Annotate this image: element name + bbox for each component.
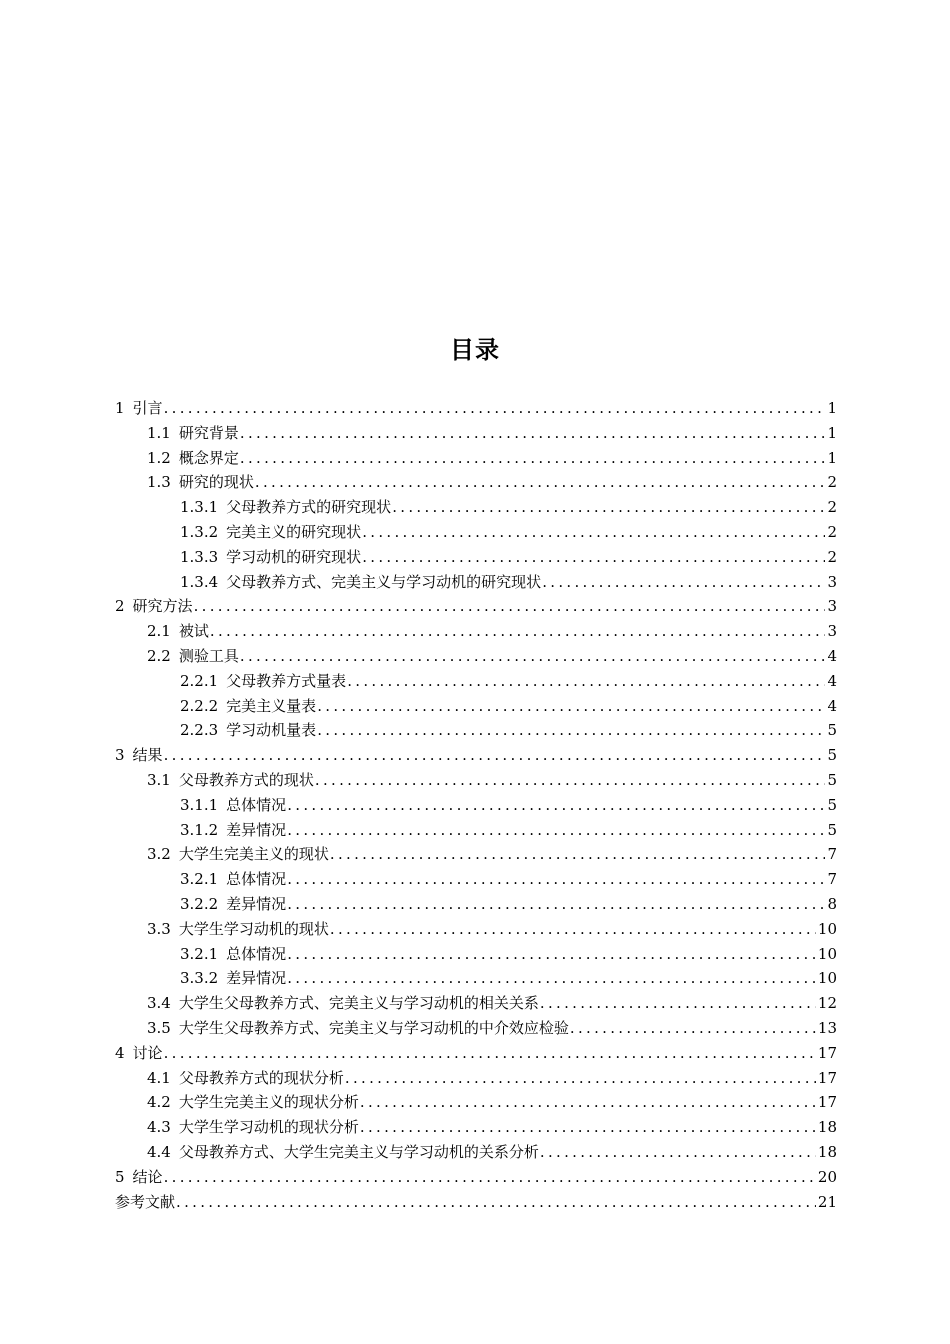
- toc-entry[interactable]: [115, 991, 837, 1016]
- toc-entry[interactable]: [115, 1066, 837, 1091]
- toc-entry-label: 学习动机量表: [226, 721, 317, 740]
- toc-dot-leader: [164, 1041, 816, 1066]
- toc-page-number: 7: [827, 845, 837, 864]
- toc-entry-number: 2.2.3: [180, 721, 219, 740]
- toc-entry-label: 研究背景: [178, 423, 239, 442]
- toc-page-number: 13: [817, 1018, 837, 1037]
- toc-entry-number: 2.2.2: [180, 696, 219, 715]
- toc-page-number: 10: [817, 919, 837, 938]
- toc-dot-leader: [540, 991, 816, 1016]
- toc-dot-leader: [287, 867, 825, 892]
- toc-entry-number: 1.3.4: [180, 572, 219, 591]
- toc-page-number: 3: [827, 572, 837, 591]
- toc-entry-label: 父母教养方式的现状: [178, 770, 314, 789]
- toc-page-number: 4: [827, 696, 837, 715]
- toc-dot-leader: [362, 545, 825, 570]
- toc-page-number: 2: [827, 498, 837, 517]
- toc-page-number: 10: [817, 944, 837, 963]
- toc-entry-number: 3.5: [147, 1018, 171, 1037]
- toc-page-number: 17: [817, 1093, 837, 1112]
- toc-page-number: 17: [817, 1043, 837, 1062]
- toc-dot-leader: [360, 1115, 816, 1140]
- toc-entry-label: 被试: [178, 622, 209, 641]
- toc-dot-leader: [317, 718, 825, 743]
- toc-page-number: 2: [827, 522, 837, 541]
- toc-entry-number: 4.2: [147, 1093, 171, 1112]
- toc-entry-label: 大学生父母教养方式、完美主义与学习动机的中介效应检验: [178, 1018, 569, 1037]
- toc-dot-leader: [287, 818, 825, 843]
- toc-entry-number: 3.1.1: [180, 795, 219, 814]
- toc-entry-label: 父母教养方式、完美主义与学习动机的研究现状: [226, 572, 542, 591]
- toc-page-number: 1: [827, 399, 837, 417]
- toc-dot-leader: [287, 892, 825, 917]
- toc-entry-number: 3.1.2: [180, 820, 219, 839]
- toc-dot-leader: [255, 470, 826, 495]
- toc-entry-label: 差异情况: [226, 969, 287, 988]
- toc-dot-leader: [176, 1190, 816, 1215]
- toc-entry-label: 差异情况: [226, 894, 287, 913]
- toc-dot-leader: [362, 520, 825, 545]
- toc-entry[interactable]: [115, 446, 837, 471]
- toc-entry[interactable]: [115, 793, 837, 818]
- toc-title: 目录: [450, 336, 500, 364]
- toc-dot-leader: [240, 421, 826, 446]
- toc-dot-leader: [542, 570, 825, 595]
- toc-entry-label: 结果: [132, 746, 163, 765]
- toc-entry-number: 3.2.1: [180, 944, 219, 963]
- toc-dot-leader: [287, 966, 816, 991]
- toc-entry-label: 大学生学习动机的现状分析: [178, 1118, 359, 1137]
- toc-entry[interactable]: [115, 520, 837, 545]
- toc-dot-leader: [210, 619, 826, 644]
- toc-entry-label: 总体情况: [226, 795, 287, 814]
- toc-entry[interactable]: [115, 768, 837, 793]
- toc-entry-number: 1.3.2: [180, 522, 219, 541]
- toc-entry-label: 参考文献: [115, 1192, 176, 1211]
- toc-entry-number: 2.1: [147, 622, 171, 641]
- toc-entry-label: 结论: [132, 1167, 163, 1186]
- toc-entry-label: 总体情况: [226, 870, 287, 889]
- toc-page-number: 5: [827, 721, 837, 740]
- toc-entry-label: 概念界定: [178, 448, 239, 467]
- toc-entry-number: 3.2.1: [180, 870, 219, 889]
- toc-entry[interactable]: [115, 1115, 837, 1140]
- toc-entry[interactable]: [115, 1190, 837, 1215]
- toc-entry-label: 完美主义量表: [226, 696, 317, 715]
- toc-entry-label: 父母教养方式、大学生完美主义与学习动机的关系分析: [178, 1142, 539, 1161]
- toc-entry[interactable]: [115, 570, 837, 595]
- toc-entry-number: 2: [115, 597, 125, 616]
- toc-entry-number: 4.4: [147, 1142, 171, 1161]
- toc-entry[interactable]: [115, 470, 837, 495]
- toc-entry[interactable]: [115, 718, 837, 743]
- toc-page-number: 4: [827, 671, 837, 690]
- toc-entry-label: 学习动机的研究现状: [226, 547, 362, 566]
- toc-page-number: 8: [827, 894, 837, 913]
- toc-entry[interactable]: [115, 842, 837, 867]
- toc-entry-number: 3.3.2: [180, 969, 219, 988]
- toc-entry-label: 大学生完美主义的现状分析: [178, 1093, 359, 1112]
- toc-entry-number: 1.3.1: [180, 498, 219, 517]
- toc-page-number: 17: [817, 1068, 837, 1087]
- toc-entry-label: 测验工具: [178, 646, 239, 665]
- table-of-contents: [115, 396, 837, 1214]
- toc-entry[interactable]: [115, 942, 837, 967]
- toc-entry-number: 4.3: [147, 1118, 171, 1137]
- toc-dot-leader: [540, 1140, 816, 1165]
- toc-entry-label: 差异情况: [226, 820, 287, 839]
- toc-entry[interactable]: [115, 818, 837, 843]
- toc-dot-leader: [287, 942, 816, 967]
- toc-dot-leader: [164, 1165, 816, 1190]
- toc-entry-label: 引言: [132, 399, 163, 417]
- toc-entry-number: 4: [115, 1043, 125, 1062]
- toc-dot-leader: [164, 396, 826, 421]
- toc-dot-leader: [317, 694, 825, 719]
- toc-entry[interactable]: [115, 1140, 837, 1165]
- toc-page-number: 5: [827, 770, 837, 789]
- toc-page-number: 18: [817, 1142, 837, 1161]
- toc-entry-label: 父母教养方式的现状分析: [178, 1068, 344, 1087]
- toc-entry[interactable]: [115, 743, 837, 768]
- toc-dot-leader: [360, 1090, 816, 1115]
- toc-entry-number: 1.2: [147, 448, 171, 467]
- toc-entry[interactable]: [115, 694, 837, 719]
- toc-entry-label: 父母教养方式量表: [226, 671, 347, 690]
- toc-dot-leader: [347, 669, 825, 694]
- toc-dot-leader: [570, 1016, 816, 1041]
- toc-entry-number: 1.3.3: [180, 547, 219, 566]
- toc-entry[interactable]: [115, 396, 837, 421]
- toc-page-number: 4: [827, 646, 837, 665]
- toc-entry-number: 3.2.2: [180, 894, 219, 913]
- toc-entry[interactable]: [115, 644, 837, 669]
- toc-entry-number: 4.1: [147, 1068, 171, 1087]
- toc-entry[interactable]: [115, 421, 837, 446]
- toc-page-number: 3: [827, 597, 837, 616]
- toc-entry-number: 3.4: [147, 994, 171, 1013]
- toc-entry-number: 3.3: [147, 919, 171, 938]
- toc-entry-label: 研究的现状: [178, 473, 254, 492]
- toc-entry-label: 讨论: [132, 1043, 163, 1062]
- toc-entry[interactable]: [115, 495, 837, 520]
- toc-dot-leader: [392, 495, 825, 520]
- toc-entry-label: 大学生学习动机的现状: [178, 919, 329, 938]
- toc-dot-leader: [345, 1066, 816, 1091]
- toc-entry[interactable]: [115, 594, 837, 619]
- toc-page-number: 20: [817, 1167, 837, 1186]
- toc-entry[interactable]: [115, 1165, 837, 1190]
- toc-entry-label: 父母教养方式的研究现状: [226, 498, 392, 517]
- toc-entry-label: 研究方法: [132, 597, 193, 616]
- toc-entry-number: 3.2: [147, 845, 171, 864]
- toc-entry[interactable]: [115, 917, 837, 942]
- toc-entry[interactable]: [115, 1090, 837, 1115]
- toc-page-number: 1: [827, 448, 837, 467]
- toc-entry-number: 1.1: [147, 423, 171, 442]
- toc-entry[interactable]: [115, 966, 837, 991]
- toc-page-number: 7: [827, 870, 837, 889]
- toc-dot-leader: [240, 446, 826, 471]
- toc-page-number: 10: [817, 969, 837, 988]
- toc-entry[interactable]: [115, 1016, 837, 1041]
- toc-page-number: 12: [817, 994, 837, 1013]
- toc-page-number: 21: [817, 1192, 837, 1211]
- toc-entry-number: 2.2.1: [180, 671, 219, 690]
- toc-entry[interactable]: [115, 1041, 837, 1066]
- toc-entry-number: 1: [115, 399, 125, 417]
- toc-entry-label: 大学生完美主义的现状: [178, 845, 329, 864]
- toc-entry-label: 大学生父母教养方式、完美主义与学习动机的相关关系: [178, 994, 539, 1013]
- toc-entry[interactable]: [115, 867, 837, 892]
- toc-entry-number: 3.1: [147, 770, 171, 789]
- toc-dot-leader: [164, 743, 826, 768]
- toc-page-number: 5: [827, 746, 837, 765]
- toc-page-number: 18: [817, 1118, 837, 1137]
- toc-entry-number: 3: [115, 746, 125, 765]
- toc-entry[interactable]: [115, 892, 837, 917]
- toc-page-number: 3: [827, 622, 837, 641]
- toc-dot-leader: [330, 842, 826, 867]
- toc-page-number: 5: [827, 795, 837, 814]
- toc-entry[interactable]: [115, 619, 837, 644]
- toc-entry-number: 5: [115, 1167, 125, 1186]
- toc-dot-leader: [194, 594, 826, 619]
- toc-entry[interactable]: [115, 669, 837, 694]
- toc-dot-leader: [330, 917, 816, 942]
- toc-entry-number: 1.3: [147, 473, 171, 492]
- toc-page-number: 2: [827, 473, 837, 492]
- toc-page-number: 5: [827, 820, 837, 839]
- toc-entry[interactable]: [115, 545, 837, 570]
- toc-page-number: 2: [827, 547, 837, 566]
- toc-dot-leader: [240, 644, 826, 669]
- toc-entry-number: 2.2: [147, 646, 171, 665]
- toc-page-number: 1: [827, 423, 837, 442]
- toc-dot-leader: [315, 768, 826, 793]
- toc-entry-label: 总体情况: [226, 944, 287, 963]
- toc-dot-leader: [287, 793, 825, 818]
- toc-entry-label: 完美主义的研究现状: [226, 522, 362, 541]
